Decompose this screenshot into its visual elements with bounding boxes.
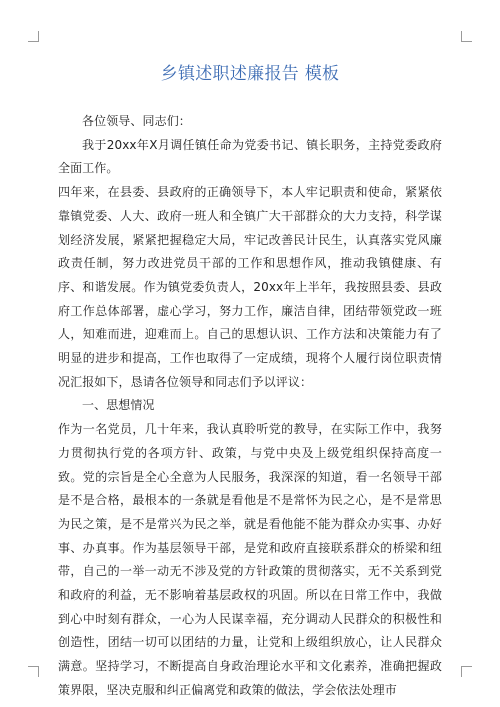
document-page (58, 60, 442, 703)
crop-mark-top-left (28, 31, 39, 42)
salutation: 各位领导、同志们： (82, 114, 191, 128)
section-heading-thought: 一、思想情况 (82, 398, 155, 413)
paragraph-overview: 四年来，在县委、县政府的正确领导下，本人牢记职责和使命，紧紧依靠镇党委、人大、政府一班人和全镇广大干部群众的大力支持，科学谋划经济发展，紧紧把握稳定大局，牢记改善民计民生，认真落实党风廉政责任制，努力改进党员干部的工作和思想作风，推动我镇健康、有序、和谐发展。作为镇党委负责人，20xx年上半年，我按照县委、县政府工作总体部署，虚心学习，努力工作，廉洁自律，团结带领党政一班人，知难而进，迎难而上。自己的思想认识、工作方法和决策能力有了明显的进步和提高，工作也取得了一定成绩，现将个人履行岗位职责情况汇报如下，恳请各位领导和同志们予以评议： (58, 185, 442, 389)
paragraph-appointment: 我于20xx年X月调任镇任命为党委书记、镇长职务，主持党委政府全面工作。 (58, 137, 442, 176)
paragraph-thought: 作为一名党员，几十年来，我认真聆听党的教导，在实际工作中，我努力贯彻执行党的各项方针、政策，与党中央及上级党组织保持高度一致。党的宗旨是全心全意为人民服务，我深深的知道，看一名领导干部是不是合格，最根本的一条就是看他是不是常怀为民之心，是不是常思为民之策，是不是常兴为民之举，就是看他能不能为群众办实事、办好事、办真事。作为基层领导干部，是党和政府直接联系群众的桥梁和纽带，自己的一举一动无不涉及党的方针政策的贯彻落实，无不关系到党和政府的利益，无不影响着基层政权的巩固。所以在日常工作中，我做到心中时刻有群众，一心为人民谋幸福，充分调动人民群众的积极性和创造性，团结一切可以团结的力量，让党和上级组织放心，让人民群众满意。坚持学习，不断提高自身政治理论水平和文化素养，准确把握政策界限，坚决克服和纠正偏离党和政策的做法，学会依法处理市 (58, 422, 442, 697)
crop-mark-bottom-left (28, 666, 39, 677)
crop-mark-bottom-right (461, 666, 472, 677)
crop-mark-top-right (461, 31, 472, 42)
document-title: 乡镇述职述廉报告 模板 (160, 64, 340, 84)
